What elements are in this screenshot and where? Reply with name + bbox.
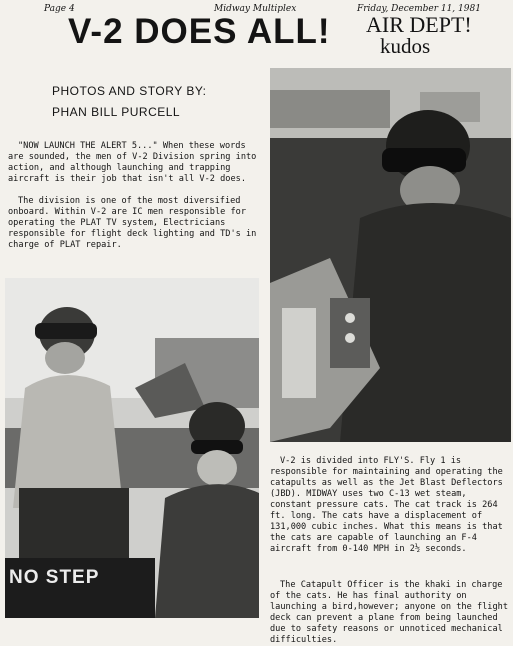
sidebar-subtitle: kudos xyxy=(380,34,431,58)
page-number: Page 4 xyxy=(44,4,75,14)
publication-name: Midway Multiplex xyxy=(214,4,297,14)
article-paragraph-4: The Catapult Officer is the khaki in charge of the cats. He has final authority on launching a bird,however; anyone on the flight deck can prevent a plane from being launched due to safety reasons or unnoticed mechanical difficulties. xyxy=(270,580,508,645)
byline-label: PHOTOS AND STORY BY: xyxy=(52,84,207,98)
article-paragraph-3: V-2 is divided into FLY'S. Fly 1 is responsible for maintaining and operating the catapults as well as the Jet Blast Deflectors (JBD). MIDWAY uses two C-13 wet steam, constant pressure cats. The cat track is 264 ft. long. The cats have a displacement of 131,000 cubic inches. What this means is that the cats are capable of launching an F-4 aircraft from 0-140 MPH in 2½ seconds. xyxy=(270,456,503,554)
photo-flight-deck-crew xyxy=(5,278,259,618)
photo-catapult-console xyxy=(270,68,511,442)
article-paragraph-2: The division is one of the most diversified onboard. Within V-2 are IC men responsible for operating the PLAT TV system, Electricians responsible for flight deck lighting and TD's in charge of PLAT repair. xyxy=(8,196,257,250)
photo-console-illustration xyxy=(270,68,511,442)
issue-date: Friday, December 11, 1981 xyxy=(357,4,481,14)
headline: V-2 DOES ALL! xyxy=(68,12,331,51)
deck-sign-text: NO STEP xyxy=(9,567,100,588)
article-paragraph-1: "NOW LAUNCH THE ALERT 5..." When these words are sounded, the men of V-2 Division spring into action, and although launching and trapping aircraft is their job that isn't all V-2 does. xyxy=(8,141,257,184)
sidebar-title: AIR DEPT! xyxy=(366,12,472,37)
byline-author: PHAN BILL PURCELL xyxy=(52,105,181,119)
